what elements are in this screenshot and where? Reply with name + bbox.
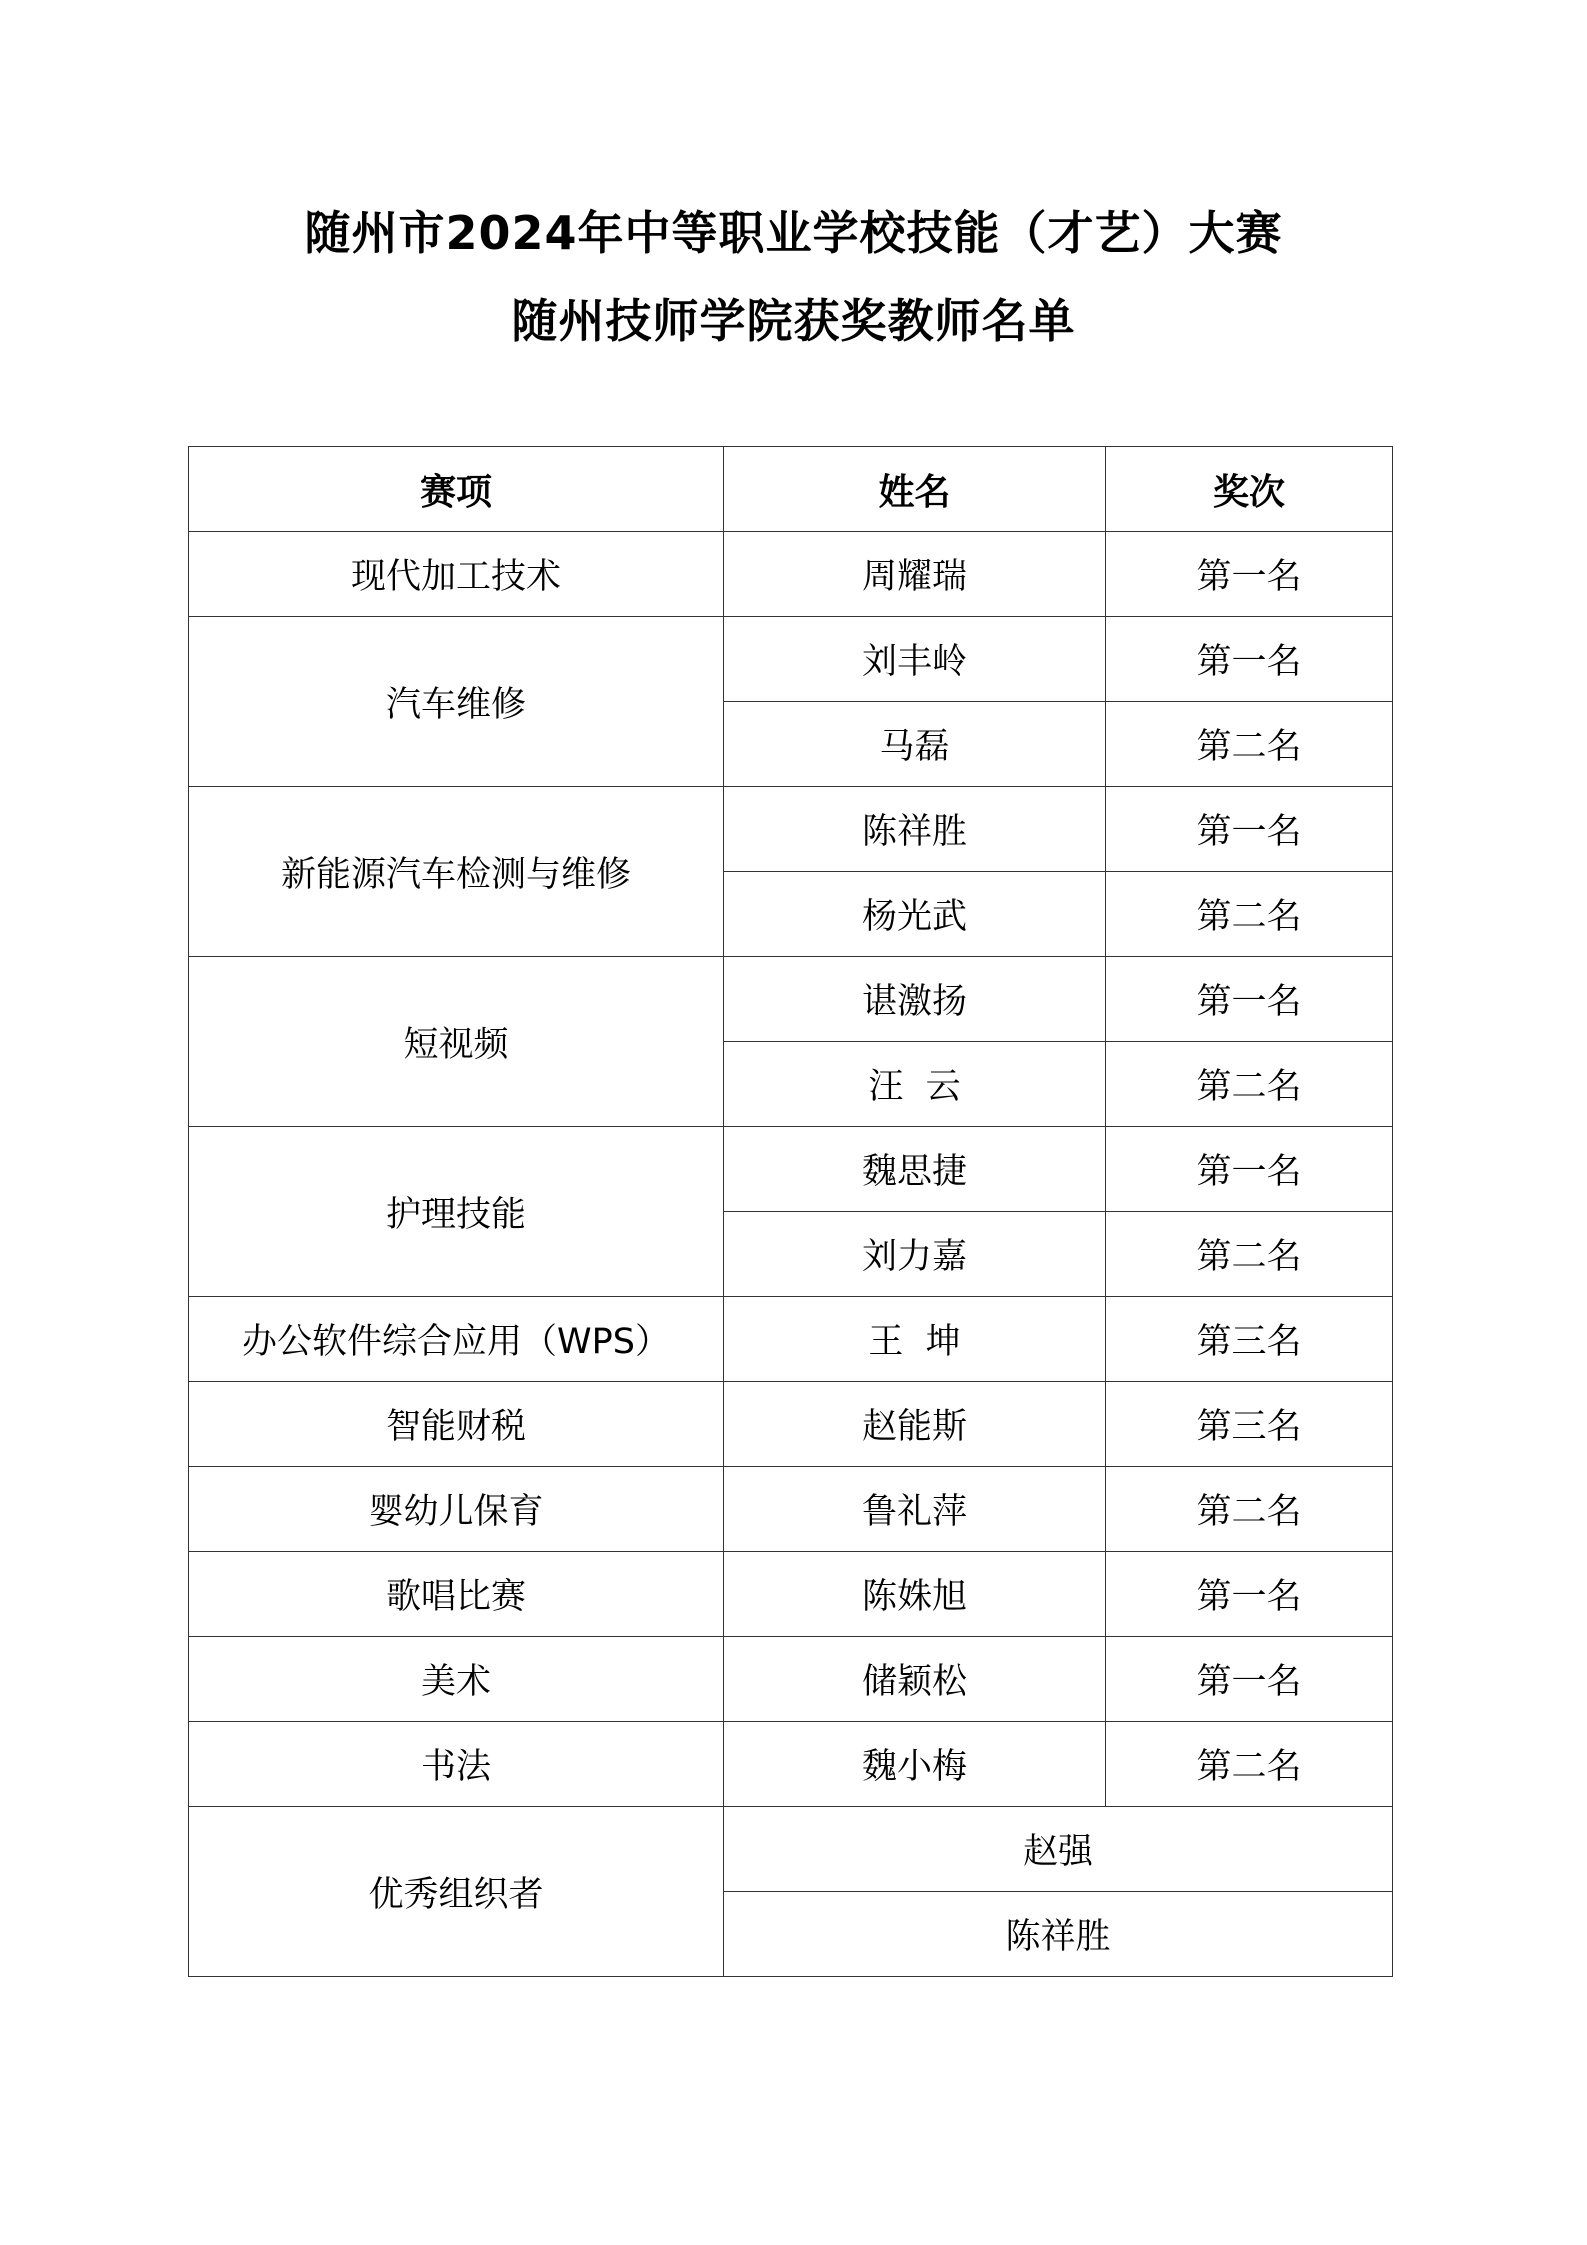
name-cell: 刘力嘉: [724, 1212, 1106, 1297]
rank-cell: 第二名: [1106, 1212, 1393, 1297]
table-row: [189, 1297, 1393, 1382]
event-cell: 现代加工技术: [189, 532, 724, 617]
name-cell: 赵能斯: [724, 1382, 1106, 1467]
table-row: [189, 617, 1393, 702]
event-cell: 歌唱比赛: [189, 1552, 724, 1637]
name-cell: 周耀瑞: [724, 532, 1106, 617]
rank-cell: 第二名: [1106, 702, 1393, 787]
header-rank: 奖次: [1106, 447, 1393, 532]
event-cell: 护理技能: [189, 1127, 724, 1297]
table-row: [189, 1552, 1393, 1637]
table-row: [189, 957, 1393, 1042]
name-cell: 刘丰岭: [724, 617, 1106, 702]
rank-cell: 第一名: [1106, 532, 1393, 617]
rank-cell: 第二名: [1106, 1042, 1393, 1127]
name-cell: 陈姝旭: [724, 1552, 1106, 1637]
rank-cell: 第二名: [1106, 1722, 1393, 1807]
table-row: [189, 532, 1393, 617]
header-event: 赛项: [189, 447, 724, 532]
event-cell: 智能财税: [189, 1382, 724, 1467]
award-table: [188, 446, 1393, 1977]
table-header-row: [189, 447, 1393, 532]
organizer-name-cell: 赵强: [724, 1807, 1393, 1892]
name-cell: 储颖松: [724, 1637, 1106, 1722]
event-cell: 短视频: [189, 957, 724, 1127]
table-row: [189, 1807, 1393, 1892]
name-cell: 汪 云: [724, 1042, 1106, 1127]
rank-cell: 第二名: [1106, 1467, 1393, 1552]
name-cell: 陈祥胜: [724, 787, 1106, 872]
document-title: 随州市2024年中等职业学校技能（才艺）大赛: [304, 206, 1283, 260]
event-cell: 美术: [189, 1637, 724, 1722]
rank-cell: 第二名: [1106, 872, 1393, 957]
name-cell: 马磊: [724, 702, 1106, 787]
table-row: [189, 1467, 1393, 1552]
event-cell: 婴幼儿保育: [189, 1467, 724, 1552]
organizer-label-cell: 优秀组织者: [189, 1807, 724, 1977]
table-row: [189, 1722, 1393, 1807]
table-row: [189, 1127, 1393, 1212]
rank-cell: 第一名: [1106, 957, 1393, 1042]
name-cell: 魏小梅: [724, 1722, 1106, 1807]
name-cell: 杨光武: [724, 872, 1106, 957]
table-row: [189, 1637, 1393, 1722]
event-cell: 办公软件综合应用（WPS）: [189, 1297, 724, 1382]
rank-cell: 第一名: [1106, 1637, 1393, 1722]
rank-cell: 第三名: [1106, 1297, 1393, 1382]
rank-cell: 第一名: [1106, 787, 1393, 872]
name-cell: 谌激扬: [724, 957, 1106, 1042]
name-cell: 鲁礼萍: [724, 1467, 1106, 1552]
name-cell: 魏思捷: [724, 1127, 1106, 1212]
table-row: [189, 1382, 1393, 1467]
document-subtitle: 随州技师学院获奖教师名单: [511, 294, 1076, 348]
event-cell: 汽车维修: [189, 617, 724, 787]
rank-cell: 第一名: [1106, 1127, 1393, 1212]
name-cell: 王 坤: [724, 1297, 1106, 1382]
table-row: [189, 787, 1393, 872]
rank-cell: 第一名: [1106, 1552, 1393, 1637]
event-cell: 书法: [189, 1722, 724, 1807]
rank-cell: 第一名: [1106, 617, 1393, 702]
header-name: 姓名: [724, 447, 1106, 532]
event-cell: 新能源汽车检测与维修: [189, 787, 724, 957]
organizer-name-cell: 陈祥胜: [724, 1892, 1393, 1977]
rank-cell: 第三名: [1106, 1382, 1393, 1467]
